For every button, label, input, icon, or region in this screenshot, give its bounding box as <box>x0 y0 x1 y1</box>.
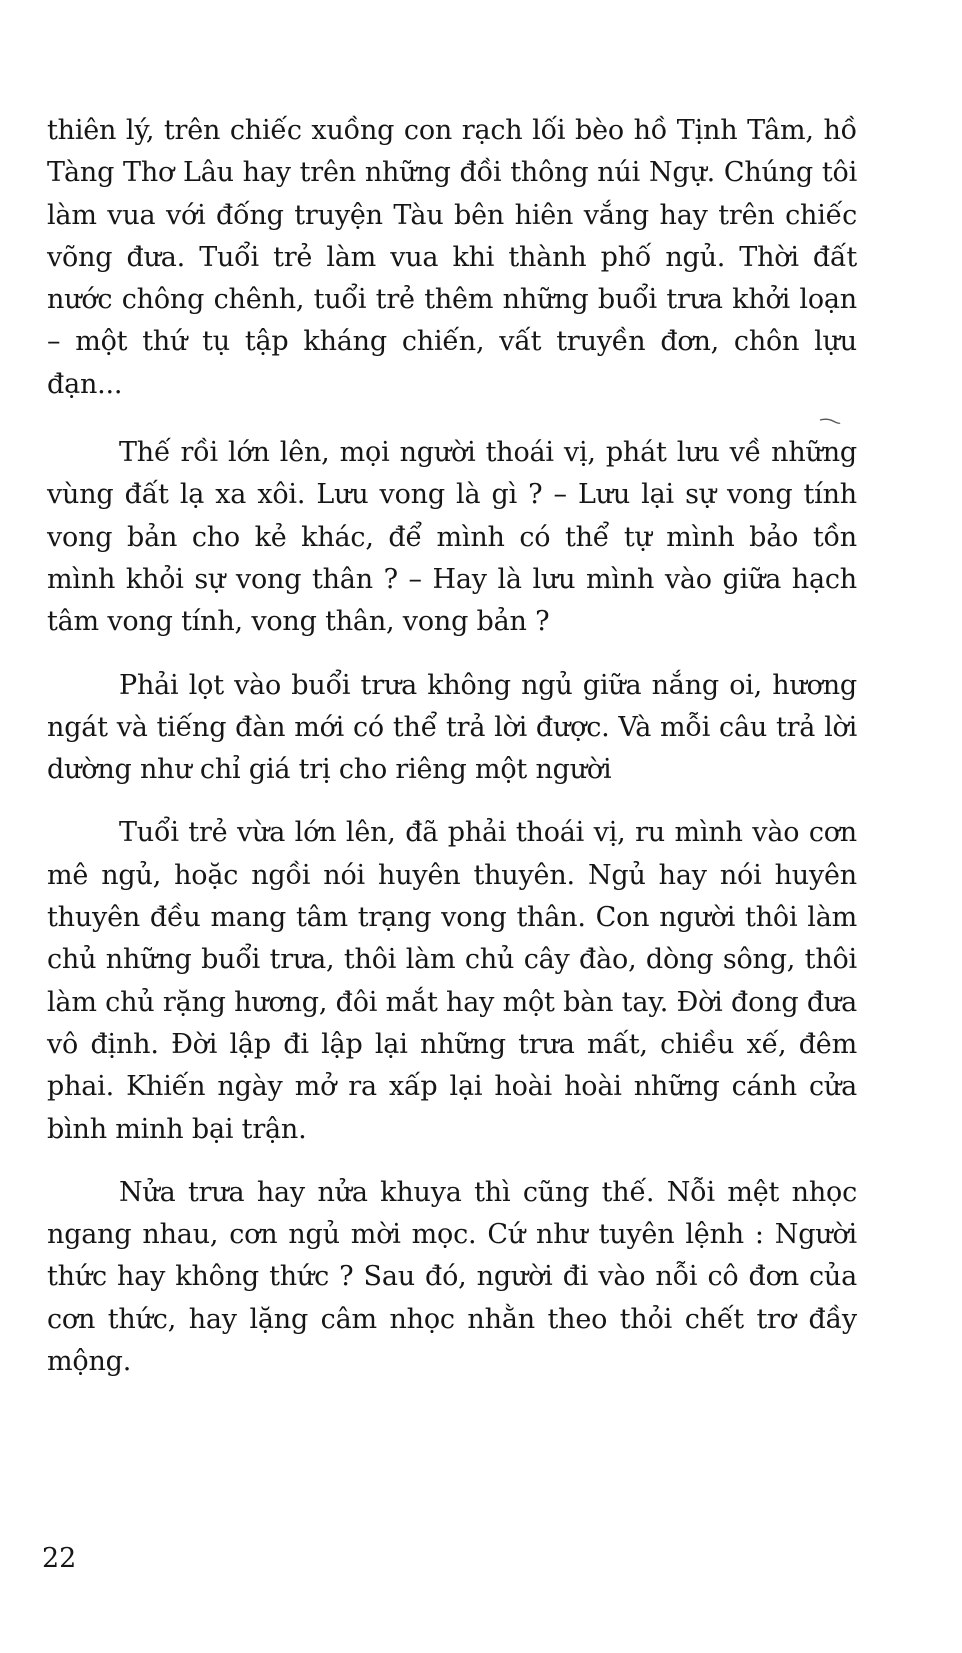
paragraph-midnight: Nửa trưa hay nửa khuya thì cũng thế. Nỗi mệt nhọc ngang nhau, cơn ngủ mời mọc. Cứ như tuyên lệnh : Người thức hay không thức ? Sau đó, người đi vào nỗi cô đơn của cơn thức, hay lặng câm nhọc nhằn theo thỏi chết trơ đầy mộng. <box>47 1176 857 1378</box>
paragraph-continued: thiên lý, trên chiếc xuồng con rạch lối bèo hồ Tịnh Tâm, hồ Tàng Thơ Lâu hay trên những đồi thông núi Ngự. Chúng tôi làm vua với đống truyện Tàu bên hiên vắng hay trên chiếc võng đưa. Tuổi trẻ làm vua khi thành phố ngủ. Thời đất nước chông chênh, tuổi trẻ thêm những buổi trưa khởi loạn – một thứ tụ tập kháng chiến, vất truyền đơn, chôn lựu đạn... <box>47 115 857 400</box>
paragraph-exile: Thế rồi lớn lên, mọi người thoái vị, phát lưu về những vùng đất lạ xa xôi. Lưu vong là gì ? – Lưu lại sự vong tính vong bản cho kẻ khác, để mình có thể tự mình bảo tồn mình khỏi sự vong thân ? – Hay là lưu mình vào giữa hạch tâm vong tính, vong thân, vong bản ? <box>47 437 857 638</box>
page-number: 22 <box>42 1543 77 1574</box>
paragraph-noon: Phải lọt vào buổi trưa không ngủ giữa nắng oi, hương ngát và tiếng đàn mới có thể trả lời được. Và mỗi câu trả lời dường như chỉ giá trị cho riêng một người <box>47 669 857 786</box>
scan-speck-mark <box>819 418 841 425</box>
paragraph-youth: Tuổi trẻ vừa lớn lên, đã phải thoái vị, ru mình vào cơn mê ngủ, hoặc ngồi nói huyên thuyên. Ngủ hay nói huyên thuyên đều mang tâm trạng vong thân. Con người thôi làm chủ những buổi trưa, thôi làm chủ cây đào, dòng sông, thôi làm chủ rặng hương, đôi mắt hay một bàn tay. Đời đong đưa vô định. Đời lập đi lập lại những trưa mất, chiều xế, đêm phai. Khiến ngày mở ra xấp lại hoài hoài những cánh cửa bình minh bại trận. <box>47 817 857 1145</box>
body-text <box>47 110 857 1383</box>
